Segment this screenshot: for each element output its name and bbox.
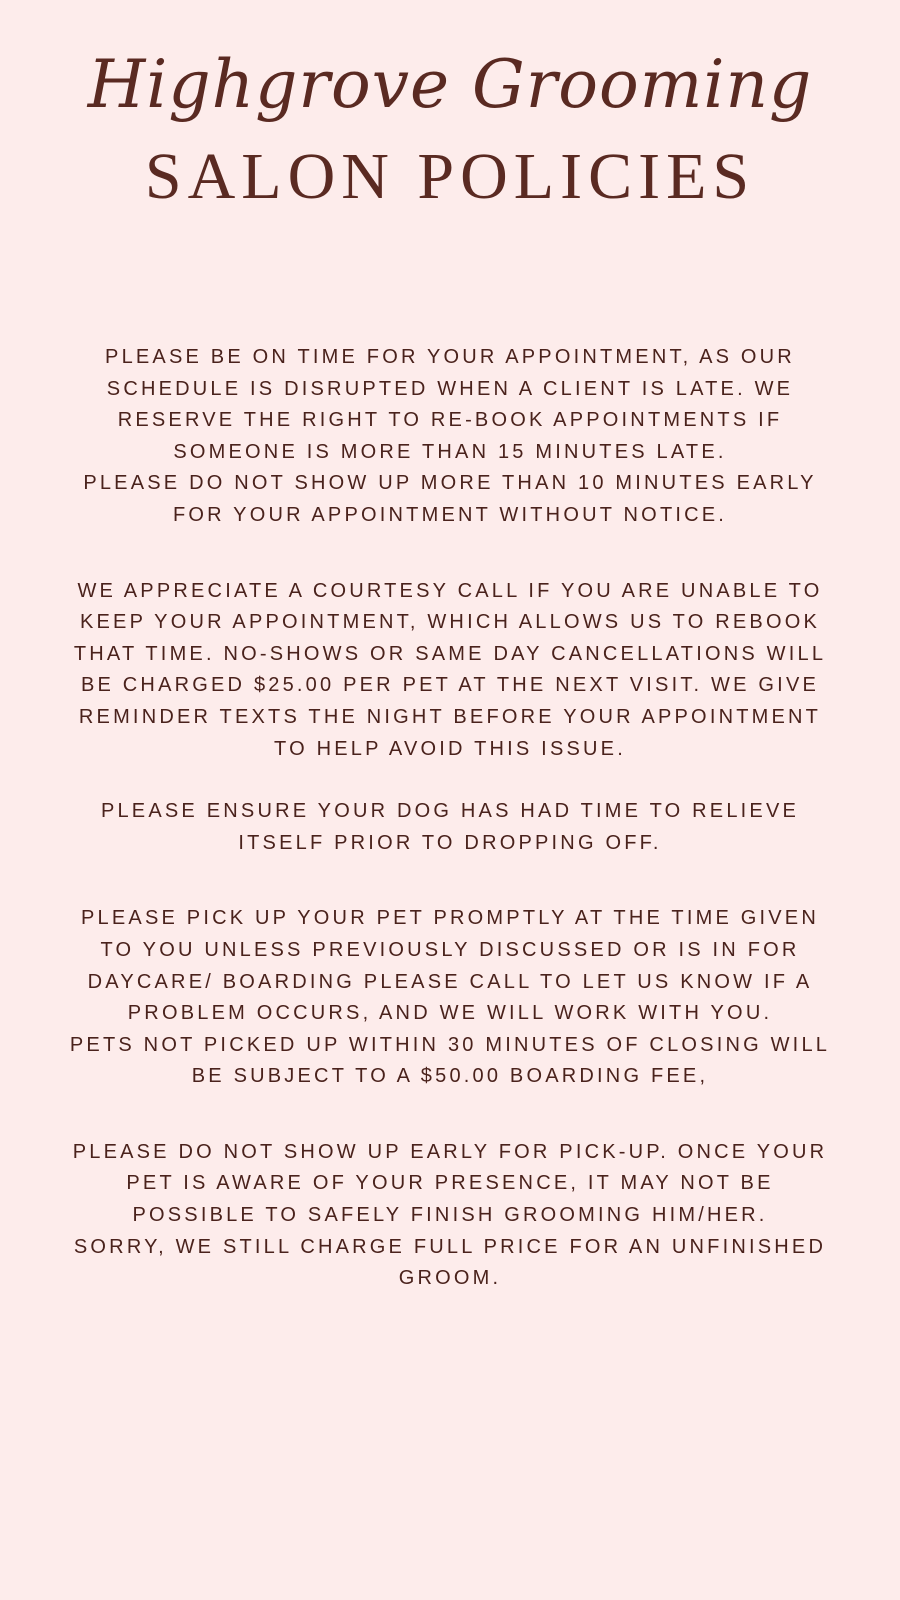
policy-early-pickup [60, 1137, 840, 1295]
policy-text: WE APPRECIATE A COURTESY CALL IF YOU ARE UNABLE TO KEEP YOUR APPOINTMENT, WHICH ALLOWS US TO REBOOK THAT TIME. NO-SHOWS OR SAME DAY CANCELLATIONS WILL BE CHARGED $25.00 PER PET AT THE NEXT VISIT. WE GIVE REMINDER TEXTS THE NIGHT BEFORE YOUR APPOINTMENT TO HELP AVOID THIS ISSUE. [73, 579, 827, 760]
header [0, 30, 900, 212]
policy-text: PLEASE DO NOT SHOW UP EARLY FOR PICK-UP. ONCE YOUR PET IS AWARE OF YOUR PRESENCE, IT MAY NOT BE POSSIBLE TO SAFELY FINISH GROOMING HIM/HER. [72, 1140, 828, 1227]
policy-text: PLEASE BE ON TIME FOR YOUR APPOINTMENT, AS OUR SCHEDULE IS DISRUPTED WHEN A CLIENT IS LATE. WE RESERVE THE RIGHT TO RE-BOOK APPOINTMENTS IF SOMEONE IS MORE THAN 15 MINUTES LATE. [105, 346, 795, 463]
policy-text: SORRY, WE STILL CHARGE FULL PRICE FOR AN UNFINISHED GROOM. [73, 1235, 827, 1290]
policies-list [60, 342, 840, 1295]
policy-relief [60, 796, 840, 859]
policy-punctuality [60, 342, 840, 532]
policy-text: PLEASE ENSURE YOUR DOG HAS HAD TIME TO RELIEVE ITSELF PRIOR TO DROPPING OFF. [100, 800, 800, 854]
policy-pickup [60, 903, 840, 1093]
policy-text: PETS NOT PICKED UP WITHIN 30 MINUTES OF CLOSING WILL BE SUBJECT TO A $50.00 BOARDING FEE, [69, 1033, 831, 1088]
policy-text: PLEASE PICK UP YOUR PET PROMPTLY AT THE TIME GIVEN TO YOU UNLESS PREVIOUSLY DISCUSSED OR IS IN FOR DAYCARE/ BOARDING PLEASE CALL TO LET US KNOW IF A PROBLEM OCCURS, AND WE WILL WORK WITH YOU. [81, 907, 819, 1025]
policy-cancellation [60, 576, 840, 766]
salon-name-script: Highgrove Grooming [87, 46, 813, 123]
policy-text: PLEASE DO NOT SHOW UP MORE THAN 10 MINUTES EARLY FOR YOUR APPOINTMENT WITHOUT NOTICE. [83, 472, 817, 526]
page-title: SALON POLICIES [144, 140, 756, 213]
